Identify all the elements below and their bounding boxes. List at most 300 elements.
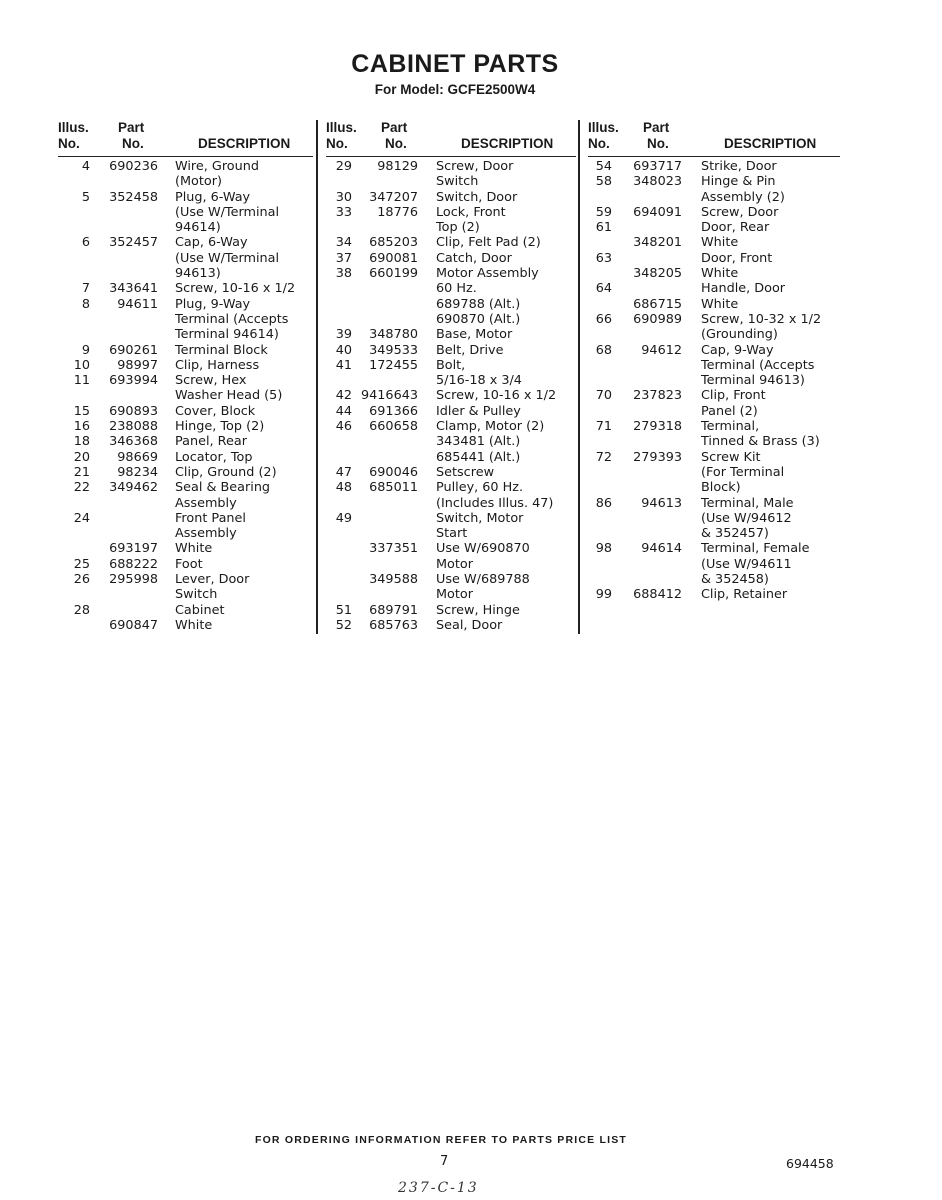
parts-row	[58, 480, 313, 495]
part-description: Block)	[701, 480, 741, 496]
parts-row	[326, 511, 576, 526]
parts-row	[58, 373, 313, 388]
part-description: 94613)	[175, 266, 221, 282]
illus-number: 25	[73, 556, 90, 572]
part-description: Screw, 10-16 x 1/2	[175, 281, 296, 297]
description-header: DESCRIPTION	[198, 136, 291, 151]
part-description: Clip, Retainer	[701, 587, 788, 603]
illus-number: 7	[81, 281, 90, 297]
parts-row	[588, 281, 840, 296]
part-description: Switch, Motor	[436, 510, 524, 526]
parts-list	[326, 159, 576, 633]
part-number: 348023	[633, 174, 682, 190]
part-number: 238088	[109, 419, 158, 435]
illus-header-line2: No.	[588, 136, 610, 151]
parts-row	[58, 235, 313, 250]
part-description: Terminal, Male	[701, 495, 794, 511]
part-header-line2: No.	[122, 136, 144, 151]
part-number: 690989	[633, 311, 682, 327]
parts-row	[326, 251, 576, 266]
parts-row	[588, 220, 840, 235]
parts-row	[58, 572, 313, 587]
parts-row	[58, 266, 313, 281]
part-number: 337351	[369, 541, 418, 557]
description-header: DESCRIPTION	[724, 136, 817, 151]
illus-number: 37	[335, 250, 352, 266]
parts-row	[58, 190, 313, 205]
part-number: 94612	[641, 342, 682, 358]
part-description: Clip, Felt Pad (2)	[436, 235, 541, 251]
parts-row	[58, 587, 313, 602]
part-description: Cap, 6-Way	[175, 235, 248, 251]
parts-row	[58, 327, 313, 342]
illus-number: 68	[595, 342, 612, 358]
part-description: Terminal Block	[175, 342, 268, 358]
illus-number: 54	[595, 159, 612, 174]
part-description: Wire, Ground	[175, 159, 259, 174]
parts-row	[588, 541, 840, 556]
part-description: (Motor)	[175, 174, 222, 190]
parts-list	[58, 159, 313, 633]
part-number: 279318	[633, 419, 682, 435]
parts-row	[588, 373, 840, 388]
part-description: Start	[436, 526, 468, 542]
part-number: 9416643	[361, 388, 418, 404]
part-description: Washer Head (5)	[175, 388, 283, 404]
part-description: Handle, Door	[701, 281, 786, 297]
illus-header-line1: Illus.	[588, 120, 619, 135]
part-description: White	[701, 266, 739, 282]
parts-row	[588, 404, 840, 419]
parts-row	[326, 618, 576, 633]
parts-row	[58, 343, 313, 358]
part-description: (Use W/Terminal	[175, 204, 280, 220]
part-description: Panel (2)	[701, 403, 758, 419]
parts-row	[588, 450, 840, 465]
part-number: 349533	[369, 342, 418, 358]
illus-number: 52	[335, 617, 352, 633]
parts-row	[588, 526, 840, 541]
part-description: Cap, 9-Way	[701, 342, 774, 358]
part-description: Base, Motor	[436, 327, 513, 343]
parts-row	[58, 174, 313, 189]
part-description: Pulley, 60 Hz.	[436, 480, 524, 496]
part-description: Switch	[175, 587, 218, 603]
parts-row	[326, 312, 576, 327]
ordering-info-footer: FOR ORDERING INFORMATION REFER TO PARTS PRICE LIST	[254, 1134, 628, 1146]
parts-row	[326, 496, 576, 511]
part-number: 98997	[117, 357, 158, 373]
illus-number: 6	[81, 235, 90, 251]
part-description: Locator, Top	[175, 449, 253, 465]
illus-number: 5	[81, 189, 90, 205]
parts-row	[326, 327, 576, 342]
parts-row	[326, 557, 576, 572]
parts-row	[58, 434, 313, 449]
parts-row	[588, 205, 840, 220]
part-number: 349462	[109, 480, 158, 496]
part-description: Idler & Pulley	[436, 403, 521, 419]
part-description: (Includes Illus. 47)	[436, 495, 554, 511]
part-description: Lock, Front	[436, 204, 506, 220]
part-description: Screw, Hinge	[436, 602, 520, 618]
parts-row	[58, 251, 313, 266]
parts-row	[326, 587, 576, 602]
part-number: 346368	[109, 434, 158, 450]
part-description: Front Panel	[175, 510, 246, 526]
handwritten-note: 237-C-13	[398, 1180, 479, 1196]
part-description: Screw, Door	[436, 159, 514, 174]
parts-row	[326, 159, 576, 174]
parts-row	[58, 358, 313, 373]
part-description: Terminal, Female	[701, 541, 810, 557]
parts-row	[58, 220, 313, 235]
part-description: Belt, Drive	[436, 342, 504, 358]
part-description: Motor	[436, 556, 473, 572]
illus-number: 72	[595, 449, 612, 465]
part-number: 690081	[369, 250, 418, 266]
illus-number: 66	[595, 311, 612, 327]
illus-number: 48	[335, 480, 352, 496]
parts-row	[58, 312, 313, 327]
part-description: White	[175, 617, 213, 633]
parts-row	[326, 343, 576, 358]
part-description: 60 Hz.	[436, 281, 477, 297]
part-description: Cabinet	[175, 602, 225, 618]
illus-number: 99	[595, 587, 612, 603]
part-description: (For Terminal	[701, 464, 785, 480]
illus-number: 8	[81, 296, 90, 312]
parts-row	[58, 388, 313, 403]
parts-row	[58, 404, 313, 419]
illus-number: 49	[335, 510, 352, 526]
part-number: 295998	[109, 572, 158, 588]
parts-row	[326, 190, 576, 205]
parts-column-3	[588, 120, 840, 603]
part-description: Terminal 94614)	[175, 327, 279, 343]
illus-number: 29	[335, 159, 352, 174]
parts-row	[588, 419, 840, 434]
document-number: 694458	[786, 1156, 834, 1171]
parts-row	[326, 297, 576, 312]
parts-row	[588, 358, 840, 373]
part-header-line2: No.	[385, 136, 407, 151]
part-description: 689788 (Alt.)	[436, 296, 521, 312]
column-divider	[578, 120, 580, 634]
illus-number: 63	[595, 250, 612, 266]
parts-row	[58, 297, 313, 312]
illus-number: 22	[73, 480, 90, 496]
illus-number: 16	[73, 419, 90, 435]
column-header	[58, 120, 313, 157]
part-description: 690870 (Alt.)	[436, 311, 521, 327]
part-header-line1: Part	[643, 120, 670, 135]
parts-row	[588, 190, 840, 205]
parts-row	[58, 541, 313, 556]
part-description: Strike, Door	[701, 159, 777, 174]
illus-number: 21	[73, 464, 90, 480]
part-number: 18776	[377, 204, 418, 220]
part-description: Catch, Door	[436, 250, 512, 266]
part-description: Screw, Hex	[175, 373, 247, 389]
parts-row	[326, 480, 576, 495]
illus-number: 86	[595, 495, 612, 511]
parts-row	[326, 465, 576, 480]
model-subtitle: For Model: GCFE2500W4	[374, 82, 536, 97]
parts-row	[326, 388, 576, 403]
illus-number: 46	[335, 419, 352, 435]
part-number: 685763	[369, 617, 418, 633]
illus-number: 59	[595, 204, 612, 220]
part-description: 685441 (Alt.)	[436, 449, 521, 465]
illus-number: 28	[73, 602, 90, 618]
parts-row	[326, 205, 576, 220]
part-header-line2: No.	[647, 136, 669, 151]
parts-row	[326, 281, 576, 296]
part-description: Terminal,	[701, 419, 760, 435]
part-description: Tinned & Brass (3)	[701, 434, 820, 450]
part-description: White	[701, 296, 739, 312]
part-description: Switch, Door	[436, 189, 518, 205]
parts-row	[326, 450, 576, 465]
parts-row	[588, 159, 840, 174]
part-number: 691366	[369, 403, 418, 419]
part-description: Assembly	[175, 526, 237, 542]
part-description: Switch	[436, 174, 479, 190]
part-number: 98234	[117, 464, 158, 480]
part-description: Plug, 6-Way	[175, 189, 251, 205]
parts-row	[58, 159, 313, 174]
illus-number: 4	[81, 159, 90, 174]
part-number: 686715	[633, 296, 682, 312]
part-number: 688412	[633, 587, 682, 603]
illus-number: 98	[595, 541, 612, 557]
parts-row	[588, 327, 840, 342]
part-description: Hinge, Top (2)	[175, 419, 265, 435]
illus-number: 38	[335, 266, 352, 282]
part-description: Screw Kit	[701, 449, 761, 465]
part-number: 94614	[641, 541, 682, 557]
part-number: 690236	[109, 159, 158, 174]
parts-row	[58, 557, 313, 572]
parts-row	[588, 511, 840, 526]
part-description: Terminal 94613)	[701, 373, 805, 389]
part-description: Screw, Door	[701, 204, 779, 220]
part-description: Use W/690870	[436, 541, 530, 557]
parts-row	[326, 434, 576, 449]
illus-number: 10	[73, 357, 90, 373]
part-description: Assembly (2)	[701, 189, 785, 205]
part-number: 690847	[109, 617, 158, 633]
part-description: Clip, Harness	[175, 357, 260, 373]
illus-number: 40	[335, 342, 352, 358]
part-description: Motor	[436, 587, 473, 603]
part-number: 347207	[369, 189, 418, 205]
part-description: Door, Rear	[701, 220, 770, 236]
parts-row	[326, 541, 576, 556]
part-number: 689791	[369, 602, 418, 618]
part-number: 279393	[633, 449, 682, 465]
part-description: 5/16-18 x 3/4	[436, 373, 522, 389]
page-number: 7	[440, 1154, 449, 1169]
part-description: 343481 (Alt.)	[436, 434, 521, 450]
parts-row	[588, 312, 840, 327]
column-header	[326, 120, 576, 157]
parts-row	[588, 266, 840, 281]
illus-number: 26	[73, 572, 90, 588]
parts-row	[58, 450, 313, 465]
part-description: 94614)	[175, 220, 221, 236]
parts-row	[588, 480, 840, 495]
parts-row	[58, 465, 313, 480]
part-number: 693197	[109, 541, 158, 557]
part-number: 693717	[633, 159, 682, 174]
parts-column-1	[58, 120, 313, 633]
part-description: Clamp, Motor (2)	[436, 419, 545, 435]
part-number: 693994	[109, 373, 158, 389]
parts-row	[588, 174, 840, 189]
part-description: Clip, Front	[701, 388, 766, 404]
illus-header-line1: Illus.	[326, 120, 357, 135]
part-number: 343641	[109, 281, 158, 297]
part-description: Seal & Bearing	[175, 480, 271, 496]
part-number: 348780	[369, 327, 418, 343]
illus-number: 64	[595, 281, 612, 297]
part-number: 660199	[369, 266, 418, 282]
parts-row	[588, 343, 840, 358]
parts-row	[326, 235, 576, 250]
parts-row	[326, 404, 576, 419]
part-number: 94611	[117, 296, 158, 312]
part-description: & 352457)	[701, 526, 769, 542]
parts-row	[58, 526, 313, 541]
illus-number: 34	[335, 235, 352, 251]
illus-number: 18	[73, 434, 90, 450]
illus-number: 11	[73, 373, 90, 389]
part-number: 352457	[109, 235, 158, 251]
part-number: 352458	[109, 189, 158, 205]
parts-row	[588, 587, 840, 602]
part-number: 349588	[369, 572, 418, 588]
part-number: 348205	[633, 266, 682, 282]
parts-list	[588, 159, 840, 603]
part-description: Lever, Door	[175, 572, 250, 588]
illus-number: 47	[335, 464, 352, 480]
illus-number: 15	[73, 403, 90, 419]
part-number: 98669	[117, 449, 158, 465]
part-description: Setscrew	[436, 464, 495, 480]
parts-row	[588, 251, 840, 266]
part-number: 98129	[377, 159, 418, 174]
part-description: (Use W/Terminal	[175, 250, 280, 266]
part-description: Terminal (Accepts	[175, 311, 289, 327]
parts-row	[58, 618, 313, 633]
part-description: Hinge & Pin	[701, 174, 776, 190]
column-header	[588, 120, 840, 157]
part-description: Use W/689788	[436, 572, 530, 588]
illus-number: 33	[335, 204, 352, 220]
part-description: Plug, 9-Way	[175, 296, 251, 312]
part-description: Cover, Block	[175, 403, 256, 419]
parts-row	[588, 465, 840, 480]
parts-row	[326, 603, 576, 618]
part-number: 660658	[369, 419, 418, 435]
illus-number: 9	[81, 342, 90, 358]
parts-row	[58, 281, 313, 296]
part-number: 690261	[109, 342, 158, 358]
part-number: 172455	[369, 357, 418, 373]
parts-row	[326, 174, 576, 189]
part-description: (Use W/94611	[701, 556, 792, 572]
description-header: DESCRIPTION	[461, 136, 554, 151]
part-description: White	[701, 235, 739, 251]
part-description: Screw, 10-32 x 1/2	[701, 311, 822, 327]
parts-row	[326, 419, 576, 434]
parts-row	[326, 266, 576, 281]
part-description: Door, Front	[701, 250, 773, 266]
parts-row	[58, 511, 313, 526]
parts-row	[58, 603, 313, 618]
part-number: 694091	[633, 204, 682, 220]
parts-row	[326, 526, 576, 541]
parts-row	[588, 434, 840, 449]
part-description: Foot	[175, 556, 203, 572]
part-description: Terminal (Accepts	[701, 357, 815, 373]
parts-row	[58, 419, 313, 434]
part-description: Screw, 10-16 x 1/2	[436, 388, 557, 404]
part-number: 690893	[109, 403, 158, 419]
parts-row	[58, 205, 313, 220]
illus-number: 30	[335, 189, 352, 205]
part-number: 348201	[633, 235, 682, 251]
parts-column-2	[326, 120, 576, 633]
parts-row	[588, 572, 840, 587]
illus-header-line1: Illus.	[58, 120, 89, 135]
column-divider	[316, 120, 318, 634]
part-description: Seal, Door	[436, 617, 503, 633]
parts-row	[588, 235, 840, 250]
parts-row	[326, 358, 576, 373]
part-number: 94613	[641, 495, 682, 511]
parts-row	[326, 373, 576, 388]
parts-row	[326, 572, 576, 587]
parts-row	[588, 297, 840, 312]
illus-number: 70	[595, 388, 612, 404]
illus-number: 39	[335, 327, 352, 343]
parts-row	[326, 220, 576, 235]
parts-row	[588, 496, 840, 511]
page-title: CABINET PARTS	[351, 50, 559, 78]
part-number: 685203	[369, 235, 418, 251]
parts-row	[588, 557, 840, 572]
part-description: (Grounding)	[701, 327, 778, 343]
illus-number: 42	[335, 388, 352, 404]
part-description: Clip, Ground (2)	[175, 464, 277, 480]
illus-number: 58	[595, 174, 612, 190]
part-description: White	[175, 541, 213, 557]
illus-number: 44	[335, 403, 352, 419]
illus-number: 24	[73, 510, 90, 526]
illus-header-line2: No.	[326, 136, 348, 151]
part-description: (Use W/94612	[701, 510, 792, 526]
part-header-line1: Part	[381, 120, 408, 135]
part-description: & 352458)	[701, 572, 769, 588]
part-description: Top (2)	[436, 220, 480, 236]
part-number: 690046	[369, 464, 418, 480]
part-number: 237823	[633, 388, 682, 404]
illus-number: 41	[335, 357, 352, 373]
part-number: 688222	[109, 556, 158, 572]
